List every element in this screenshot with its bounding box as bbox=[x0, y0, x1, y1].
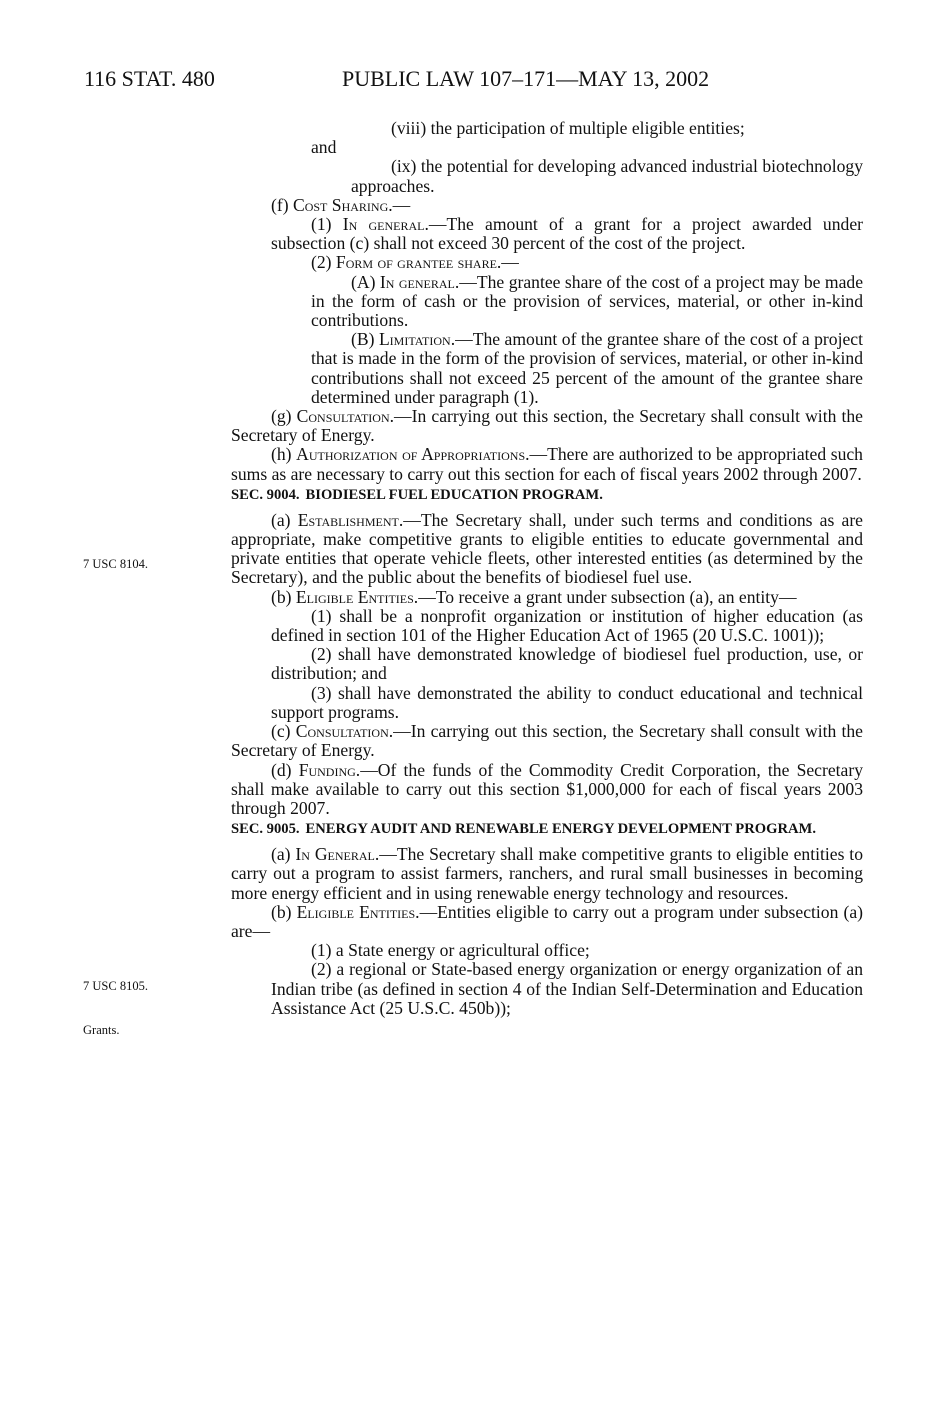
subsection-heading: Establishment. bbox=[297, 509, 404, 530]
subsection-number: (g) bbox=[271, 406, 292, 427]
subsection-number: (b) bbox=[271, 586, 292, 607]
public-law-title: PUBLIC LAW 107–171—MAY 13, 2002 bbox=[342, 66, 710, 91]
section-9004-d bbox=[231, 761, 863, 819]
subparagraph-text: —The grantee share of the cost of a project may be made in the form of cash or the provision of services, material, or other in-kind contributions. bbox=[311, 271, 863, 331]
paragraph-heading: Form of grantee share.— bbox=[335, 252, 519, 273]
subsection-number: (b) bbox=[271, 901, 292, 922]
document-body bbox=[231, 119, 863, 1018]
subsection-text: —In carrying out this section, the Secretary shall consult with the Secretary of Energy. bbox=[231, 406, 863, 446]
subsection-heading: Consultation. bbox=[295, 721, 394, 742]
subsection-h bbox=[231, 445, 863, 483]
section-number: SEC. 9005. bbox=[231, 821, 300, 838]
subparagraph-number: (B) bbox=[351, 329, 375, 350]
subsection-number: (a) bbox=[271, 509, 291, 530]
section-9004-b bbox=[231, 588, 863, 607]
subparagraph-f-2-b bbox=[231, 330, 863, 407]
subsection-heading: In General. bbox=[295, 844, 380, 865]
paragraph-f-2-heading bbox=[231, 253, 863, 272]
section-9004-c bbox=[231, 722, 863, 760]
section-title: BIODIESEL FUEL EDUCATION PROGRAM. bbox=[305, 486, 603, 503]
subparagraph-number: (A) bbox=[351, 271, 376, 292]
subparagraph-text: —The amount of the grantee share of the cost of a project that is made in the form of the provision of services, material, or other in-kind contributions shall not exceed 25 percent of the amount of the grantee share determined under paragraph (1). bbox=[311, 329, 863, 407]
clause-connector-and: and bbox=[311, 137, 337, 158]
subsection-g bbox=[231, 407, 863, 445]
subsection-heading: Cost Sharing.— bbox=[292, 194, 411, 215]
section-9005-heading bbox=[231, 820, 863, 839]
section-9004-a bbox=[231, 511, 863, 588]
subsection-text: —Of the funds of the Commodity Credit Corporation, the Secretary shall make available to carry out this section $1,000,000 for each of fiscal years 2003 through 2007. bbox=[231, 759, 863, 818]
section-9005-b-2: (2) a regional or State-based energy organization or energy organization of an Indian tribe (as defined in section 4 of the Indian Self-Determination and Education Assistance Act (25 U.S.C. 450b)); bbox=[271, 959, 863, 1018]
subsection-heading: Eligible Entities. bbox=[295, 586, 419, 607]
subparagraph-heading: In general. bbox=[379, 271, 460, 292]
section-9005-b-1: (1) a State energy or agricultural office; bbox=[311, 940, 590, 961]
section-9005-a bbox=[231, 845, 863, 903]
subparagraph-heading: Limitation. bbox=[378, 329, 456, 350]
subsection-heading: Eligible Entities. bbox=[296, 901, 420, 922]
section-title: ENERGY AUDIT AND RENEWABLE ENERGY DEVELOPMENT PROGRAM. bbox=[305, 821, 816, 838]
subsection-number: (c) bbox=[271, 721, 291, 742]
section-9004-b-2: (2) shall have demonstrated knowledge of biodiesel fuel production, use, or distribution; and bbox=[271, 644, 863, 684]
subsection-text: —The Secretary shall make competitive grants to eligible entities to carry out a program to assist farmers, ranchers, and rural small businesses in becoming more energy efficient and in using renewable energy technology and resources. bbox=[231, 844, 863, 903]
paragraph-heading: In general. bbox=[342, 214, 429, 235]
subsection-text: —There are authorized to be appropriated such sums as are necessary to carry out this section for each of fiscal years 2002 through 2007. bbox=[231, 444, 863, 484]
section-9005-b bbox=[231, 903, 863, 941]
margin-note-7-usc-8105: 7 USC 8105. bbox=[83, 979, 148, 993]
subsection-number: (a) bbox=[271, 844, 291, 865]
subparagraph-f-2-a bbox=[231, 273, 863, 331]
paragraph-number: (2) bbox=[311, 252, 332, 273]
subsection-heading: Funding. bbox=[298, 759, 361, 780]
subsection-text: —To receive a grant under subsection (a), an entity— bbox=[418, 586, 797, 607]
subsection-f-heading bbox=[231, 196, 863, 215]
section-9004-b-1: (1) shall be a nonprofit organization or institution of higher education (as defined in section 101 of the Higher Education Act of 1965 (20 U.S.C. 1001)); bbox=[271, 605, 863, 646]
paragraph-f-1 bbox=[231, 215, 863, 253]
subsection-number: (d) bbox=[271, 759, 292, 780]
subsection-text: —In carrying out this section, the Secretary shall consult with the Secretary of Energy. bbox=[231, 721, 863, 761]
section-number: SEC. 9004. bbox=[231, 486, 300, 503]
paragraph-text: —The amount of a grant for a project awarded under subsection (c) shall not exceed 30 percent of the cost of the project. bbox=[271, 214, 863, 254]
subsection-text: —Entities eligible to carry out a program under subsection (a) are— bbox=[231, 901, 863, 941]
margin-note-grants: Grants. bbox=[83, 1023, 120, 1037]
subsection-heading: Authorization of Appropriations. bbox=[296, 444, 530, 465]
statute-page-reference: 116 STAT. 480 bbox=[84, 66, 215, 91]
clause-viii: (viii) the participation of multiple eligible entities; bbox=[391, 118, 745, 138]
subsection-heading: Consultation. bbox=[296, 406, 395, 427]
subsection-number: (h) bbox=[271, 444, 292, 465]
subsection-number: (f) bbox=[271, 194, 289, 215]
clause-ix: (ix) the potential for developing advanced industrial biotechnology approaches. bbox=[351, 156, 863, 196]
subsection-text: —The Secretary shall, under such terms and conditions as are appropriate, make competitive grants to eligible entities to educate governmental and private entities that operate vehicle fleets, other interested entities (as determined by the Secretary), and the public about the benefits of biodiesel fuel use. bbox=[231, 509, 863, 588]
paragraph-number: (1) bbox=[311, 214, 332, 235]
section-9004-heading bbox=[231, 486, 863, 505]
margin-note-7-usc-8104: 7 USC 8104. bbox=[83, 557, 148, 571]
section-9004-b-3: (3) shall have demonstrated the ability to conduct educational and technical support programs. bbox=[271, 682, 863, 722]
